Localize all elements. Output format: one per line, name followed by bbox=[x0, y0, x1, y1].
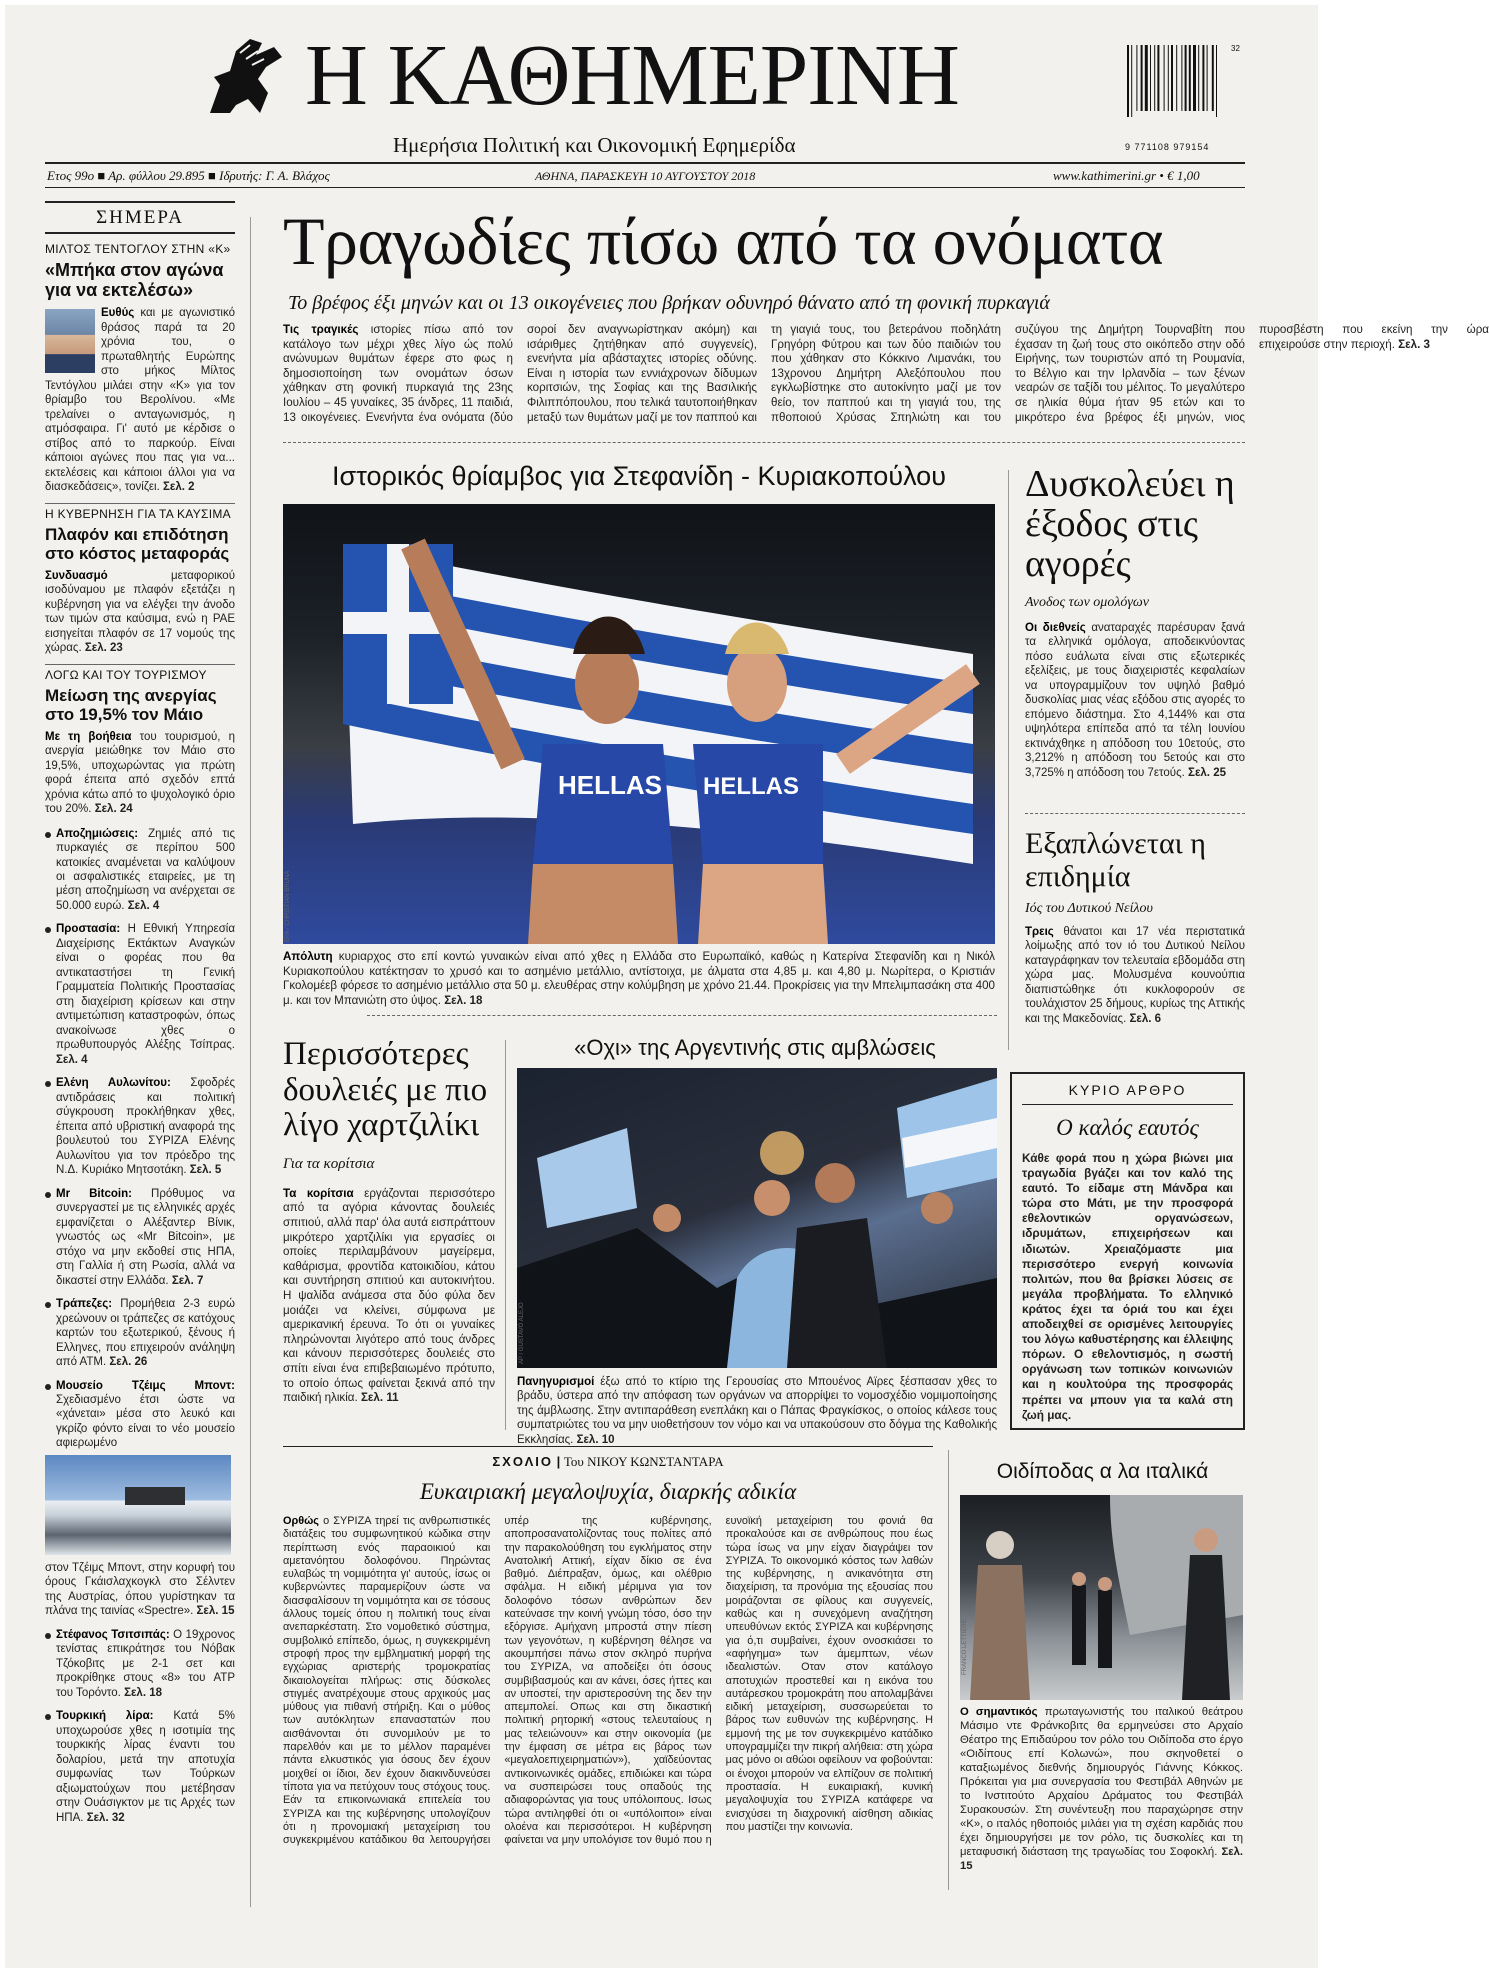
epidemic-text: θάνατοι και 17 νέα περιστατικά λοίμωξης από τον ιό του Δυτικού Νείλου καταγράφηκαν τον τελευταία εβδομάδα στη χώρα μας. Μολυσμένα κουνούπια διαπιστώθηκε ότι κυκλοφορούν σε τουλάχιστον 25 δήμους, κυρίως της Αττικής και της Μακεδονίας. bbox=[1025, 926, 1246, 1025]
masthead-rule-bottom bbox=[45, 187, 1245, 188]
barcode-bar bbox=[1141, 45, 1143, 111]
museum-text: στον Τζέιμς Μποντ, στην κορυφή του όρους Γκάισλαχκογκλ στο Σέλντεν της Αυστρίας, όπου γυρίστηκαν τα πλάνα της ταινίας «Spectre». Σελ. 15 bbox=[45, 1561, 235, 1618]
editorial-box bbox=[1010, 1072, 1245, 1430]
sidebar-title: ΣΗΜΕΡΑ bbox=[96, 207, 184, 228]
comment-label-row: ΣΧΟΛΙΟ | Του ΝΙΚΟΥ ΚΩΝΣΤΑΝΤΑΡΑ bbox=[492, 1454, 724, 1469]
mid-rule bbox=[367, 1015, 997, 1016]
sidebar-head-1: «Μπήκα στον αγώνα για να εκτελέσω» bbox=[45, 260, 224, 301]
sidebar-cat-3: ΛΟΓΩ ΚΑΙ ΤΟΥ ΤΟΥΡΙΣΜΟΥ bbox=[45, 664, 235, 682]
barcode-issue: 32 bbox=[1231, 44, 1240, 53]
jobs-divider bbox=[505, 1040, 506, 1430]
argentina-headline: «Οχι» της Αργεντινής στις αμβλώσεις bbox=[574, 1035, 936, 1060]
brief-item: Τουρκική λίρα: Κατά 5% υποχωρούσε χθες η ισοτιμία της τουρκικής λίρας έναντι του δολαρίου, μετά την αποτυχία συμφωνίας των Τούρκων αξιωματούχων που μετέβησαν στην Ουάσιγκτον με τις Αρχές των ΗΠΑ. Σελ. 32 bbox=[45, 1709, 235, 1825]
issue-info: Ετος 99ο ■ Αρ. φύλλου 29.895 ■ Ιδρυτής: Γ. Α. Βλάχος bbox=[47, 168, 330, 183]
theatre-text-block bbox=[960, 1705, 1243, 1873]
brief-item: Μουσείο Τζέιμς Μποντ: Σχεδιασμένο έτσι ώστε να «χάνεται» μέσα στο λευκό και γκρίζο φόντο είναι το νέο μουσείο αφιερωμένο bbox=[45, 1379, 235, 1451]
barcode-bar bbox=[1176, 45, 1177, 111]
sidebar-story-3 bbox=[45, 730, 235, 817]
jobs-story bbox=[283, 1037, 495, 1406]
sport-text: κυριαρχος στο επί κοντώ γυναικών είναι από χθες η Ελλάδα στο Ευρωπαϊκό, καθώς η Κατερίνα Στεφανίδη και η Νικόλ Κυριακοπούλου κατέκτησαν το χρυσό και το ασημένιο μετάλλιο, αντίστοιχα, με άλματα στα 4,85 μ. και 4,80 μ. Νωρίτερα, ο Κριστιάν Γκολομέεβ φόρεσε το ασημένιο μετάλλιο στα 50 μ. ελευθέρας στην κολύμβηση με χρόνο 21.44. Προκρίσεις για την Μπελιμπασάκη στα 400 μ. και τον Μπανιώτη στο ύψος. bbox=[283, 950, 995, 1007]
jersey-text-2: HELLAS bbox=[703, 773, 799, 800]
main-text: ιστορίες πίσω από τον κατάλογο των μέχρι χθες λίγο ώς πολύ ανώνυμων θυμάτων έφερε στο φως η δημοσιοποίηση των ονομάτων όσων χάθηκαν στη φονική πυρκαγιά της 23ης Ιουλίου – 45 γυναίκες, 35 άνδρες, 11 παιδιά, 13 οικογένειες. Ενενήντα ένα ονόματα (δύο σοροί δεν αναγνωρίστηκαν ακόμη) και ισάριθμες ζητήθηκαν από συγγενείς), ενενήντα μία αβάσταχτες ιστορίες οδύνης. Είναι η ιστορία των εννιάχρονων δίδυμων κοριτσιών, της Σοφίας και της Βασιλικής Φιλιππόπουλου, που τελικά ταυτοποιήθηκαν μεταξύ των θυμάτων μαζί με τον παππού και τη γιαγιά τους, του βετεράνου ποδηλάτη Γρηγόρη Φύτρου και των δύο παιδιών του που χάθηκαν στο Κόκκινο Λιμανάκι, του 13χρονου Δημήτρη Αλεξόπουλου που εγκλωβίστηκε στο αυτοκίνητο μαζί με τον θείο, τον παππού και τη γιαγιά του, της πθοποιού Χρύσας Σπηλιώτη και του συζύγου της Δημήτρη Τουρναβίτη που έχασαν τη ζωή τους στο οικόπεδο στην οδό Ειρήνης, των τουριστών από τη Ρουμανία, το Βέλγιο και την Ιρλανδία – των ξένων νεαρών σε ταξίδι του μέλιτος. Το μεγαλύτερο σε ηλικία θύμα ήταν 95 ετών και το μικρότερο ένα βρέφος έξι μηνών, νιος πυροσβέστη που εκείνη την ώρα επιχειρούσε στην περιοχή. bbox=[283, 323, 1489, 424]
markets-rule bbox=[1025, 813, 1245, 814]
masthead-title: Η ΚΑΘΗΜΕΡΙΝΗ bbox=[305, 26, 959, 123]
bond-museum-photo bbox=[45, 1455, 231, 1555]
argentina-photo-credit: AP / GUSTAVO ALEJO bbox=[519, 1302, 525, 1364]
tentoglou-photo bbox=[45, 309, 95, 373]
epidemic-lead: Τρεις bbox=[1025, 926, 1054, 938]
lead-1: Ευθύς bbox=[101, 307, 135, 320]
main-story-rule bbox=[283, 442, 1245, 443]
barcode-bar bbox=[1216, 45, 1217, 117]
photo-credit: EPA / CHRISTIAN BRUNA bbox=[285, 870, 291, 942]
markets-ref: Σελ. 25 bbox=[1188, 766, 1226, 779]
sport-headline: Ιστορικός θρίαμβος για Στεφανίδη - Κυριακοπούλου bbox=[332, 461, 946, 491]
markets-sub: Ανοδος των ομολόγων bbox=[1025, 594, 1149, 610]
editorial-headline: Ο καλός εαυτός bbox=[1056, 1115, 1199, 1140]
theatre-photo bbox=[960, 1495, 1243, 1700]
jobs-text: εργάζονται περισσότερο από τα αγόρια κάνοντας δουλειές σπιτιού, αλλά παρ' όλα αυτά εισπράττουν μικρότερο χαρτζιλίκι για εργασίες οι οποίες περιλαμβάνουν μαγείρεμα, καθάρισμα, φροντίδα κατοικιδίου, κάτου και συντήρηση σπιτιού και αυτοκινήτου. Η ψαλίδα ανάμεσα στα δύο φύλα δεν μοιάζει να κλείνει, σύμφωνα με αμερικανική έρευνα. Το ότι οι γυναίκες πληρώνονται λιγότερο από τους άνδρες και κάνουν περισσότερες δουλειές στο σπίτι είναι ένα επιβεβαιωμένο πρότυπο, το οποίο όπως φαίνεται ξεκινά από την παιδική ηλικία. bbox=[283, 1186, 495, 1405]
comment-text: ο ΣΥΡΙΖΑ τηρεί τις ανθρωπιστικές διατάξεις του συμφωνητικού κώδικα στην περίπτωση ενός παραοικιού και αμετανόητου δολοφόνου. Πηρώντας ευλαβώς τη νομιμότητα γι' αυτούς, ίσως οι κυβερνώντες παραμερίζουν ώστε να διασφαλίσουν τη νομιμότητα και σε τόσους άλλους τομείς όπου η πολιτική τους είναι ανεπαρκέστατη. Στο νομοθετικό σύστημα, συμβολικό επίπεδο, όμως, η συγκεκριμένη στροφή προς την εμβληματική μορφή της εγχώριας αριστερής τρομοκρατίας δικαιολογείται πλήρως: στις δύσκολες στιγμές ανατρέχουμε στους αρχικούς μας μύθους για πιθανή στήριξη. Και ο μύθος των αυτόκλητων επαναστατών που αισθάνονται ότι συνομιλούν με το παρελθόν και με το μέλλον παραμένει πάντα ελκυστικός για όσους δεν έχουν μοιχθεί οι ίδιοι, δεν έχουν διακινδυνεύσει τίποτα για να πετύχουν τους στόχους τους. Εάν τα επικοινωνιακά επιτελεία του ΣΥΡΙΖΑ και της κυβέρνησης υπολογίζουν ότι η προνομιακή μεταχείριση του συγκεκριμένου κατάδικου θα λειτουργήσει υπέρ της κυβέρνησης, αποπροσανατολίζοντας τους πολίτες από την παρακολούθηση του εγκλήματος στην Ανατολική Αττική, είχαν δίκιο σε ένα βαθμό. Διέπραξαν, όμως, και ολέθριο σφάλμα. Η ειδική μέριμνα για τον δολοφόνο τόσων ανθρώπων δεν κατεύνασε την κοινή γνώμη τόσο, όσο την εξόργισε. Αμήχανη μπροστά στην πίεση των γεγονότων, η κυβέρνηση θέλησε να ακουμπήσει πάνω στον σκληρό πυρήνα του ΣΥΡΙΖΑ, να αποδείξει ότι όσους συμβιβασμούς και αν κάνει, όσες ήττες και αν υποστεί, την αριστεροσύνη της δεν την απεμπολεί. Οπως και στη δικαστική πολιτική ρητορική «στους τελευταίους η μας τελειώνουν» και στην οικονομία (με την έμφαση σε μέτρα εις βάρος των «μεγαλοεπιχειρηματιών»), χαϊδεύοντας αντικοινωνικές ομάδες, επιδιώκει και τώρα να συσπειρώσει τους οπαδούς της αδιαφορώντας για τους υπόλοιπους. Ισως τώρα αντιληφθεί ότι οι «υπόλοιποι» είναι ολοένα και περισσότεροι. Η κυβέρνηση φαίνεται να μην υπολόγισε τον θυμό που η ευνοϊκή μεταχείριση του φονιά θα προκαλούσε και σε ανθρώπους που έως τώρα ίσως να μην είχαν διαγράψει τον ΣΥΡΙΖΑ. Το οικονομικό κόστος των λαθών της κυβέρνησης, η ανικανότητα στη διαχείριση, τα προνόμια της εξουσίας που μοιράζονται σε φίλους και συγγενείς, καθώς και η συνεχόμενη αναζήτηση υπευθύνων εκτός ΣΥΡΙΖΑ και κυβέρνησης για ό,τι συμβαίνει, έχουν ονοσκιάσει το «αφήγημα» των άμεμπτων, νέων ιδεαλιστών. Οταν στον κατάλογο αποτυχιών προστεθεί και η εικόνα του αυτάρεσκου τρομοκράτη που απολαμβάνει ειδική μεταχείριση, συσσωρεύεται το βάρος των ευθυνών της κυβέρνησης. Η εμμονή της με τον συγκεκριμένο κατάδικο υπογραμμίζει την πικρή αλήθεια: στη χώρα μας μόνο οι αθώοι οφείλουν να φοβούνται: οι ένοχοι μπορούν να ελπίζουν σε πολιτική προστασία. Η ευκαιριακή, κυνική μεγαλοψυχία του ΣΥΡΙΖΑ κατάφερε να ενισχύσει τη διαχρονική αίσθηση αδικίας που μαστίζει την κοινωνία. bbox=[283, 1515, 933, 1847]
lead-3: Με τη βοήθεια bbox=[45, 730, 132, 743]
barcode-bar bbox=[1145, 45, 1148, 111]
jobs-lead: Τα κορίτσια bbox=[283, 1186, 354, 1200]
epidemic-headline: Εξαπλώνεται η επιδημία bbox=[1025, 827, 1206, 893]
barcode-number: 9 771108 979154 bbox=[1125, 142, 1210, 152]
barcode-bar bbox=[1171, 45, 1173, 111]
main-ref: Σελ. 3 bbox=[1398, 337, 1430, 351]
barcode-bar bbox=[1207, 45, 1208, 111]
jobs-sub: Για τα κορίτσια bbox=[283, 1155, 375, 1172]
barcode-bar bbox=[1131, 45, 1132, 117]
issue-date: ΑΘΗΝΑ, ΠΑΡΑΣΚΕΥΗ 10 ΑΥΓΟΥΣΤΟΥ 2018 bbox=[535, 169, 756, 183]
barcode-bar bbox=[1154, 45, 1155, 111]
epidemic-ref: Σελ. 6 bbox=[1129, 1012, 1162, 1025]
markets-story bbox=[1025, 465, 1245, 780]
lead-2: Συνδυασμό bbox=[45, 569, 108, 582]
protest-illustration bbox=[517, 1068, 997, 1368]
brief-item: Ελένη Αυλωνίτου: Σφοδρές αντιδράσεις και πολιτική σύγκρουση προκλήθηκαν χθες, έπειτα από υβριστική αναφορά της βουλευτού του ΣΥΡΙΖΑ Ελένης Αυλωνίτου για τον πρόεδρο της Ν.Δ. Κυριάκο Μητσοτάκη. Σελ. 5 bbox=[45, 1076, 235, 1177]
argentina-lead: Πανηγυρισμοί bbox=[517, 1376, 595, 1388]
argentina-caption bbox=[517, 1375, 997, 1447]
sidebar-head-3: Μείωση της ανεργίας στο 19,5% τον Μάιο bbox=[45, 685, 217, 724]
sport-ref: Σελ. 18 bbox=[444, 993, 483, 1007]
sport-lead: Απόλυτη bbox=[283, 950, 333, 963]
comment-author: Του ΝΙΚΟΥ ΚΩΝΣΤΑΝΤΑΡΑ bbox=[563, 1454, 724, 1469]
jobs-ref: Σελ. 11 bbox=[360, 1391, 399, 1405]
argentina-text: έξω από το κτίριο της Γερουσίας στο Μπουένος Αϊρες ξέσπασαν χθες το βράδυ, ύστερα από την απόφαση των οργάνων να απορρίψει το νομοσχέδιο νομιμοποίησης της άμβλωσης. Στην αντιπαράθεση ενεπλάκη και ο Πάπας Φραγκίσκος, ο οποίος κάλεσε τους συμπατριώτες του να μην υιοθετήσουν τον νόμο και να υπακούσουν στο δόγμα της Καθολικής Εκκλησίας. bbox=[517, 1376, 997, 1446]
theatre-photo-credit: FRANCO LETTIERE bbox=[962, 1619, 968, 1675]
sidebar bbox=[45, 201, 235, 1834]
brief-item: Τράπεζες: Προμήθεια 2-3 ευρώ χρεώνουν οι τράπεζες σε κατόχους καρτών του εξωτερικού, ξένους ή Ελληνες, που επιχειρούν ανάληψη από ΑΤΜ. Σελ. 26 bbox=[45, 1297, 235, 1369]
barcode-bar bbox=[1136, 45, 1137, 111]
barcode-bar bbox=[1164, 45, 1165, 111]
theatre-ref: Σελ. 15 bbox=[960, 1846, 1243, 1872]
brief-item: Αποζημιώσεις: Ζημιές από τις πυρκαγιές σε περίπου 500 κατοικίες αναμένεται να καλύψουν οι ασφαλιστικές εταιρείες, με τη μέση αποζημίωση να ανέρχεται σε 50.000 ευρώ. Σελ. 4 bbox=[45, 827, 235, 914]
sidebar-head-2: Πλαφόν και επιδότηση στο κόστος μεταφοράς bbox=[45, 524, 230, 563]
main-headline: Τραγωδίες πίσω από τα ονόματα bbox=[283, 203, 1163, 279]
barcode-bar bbox=[1150, 45, 1151, 111]
brief-item: Προστασία: Η Εθνική Υπηρεσία Διαχείρισης Εκτάκτων Αναγκών είναι ο φορέας που θα αντικαταστήσει τη Γενική Γραμματεία Πολιτικής Προστασίας στη διαχείριση κρίσεων και στην αντιμετώπιση καταστροφών, όπως ανακοίνωσε χθες ο πρωθυπουργός Αλέξης Τσίπρας. Σελ. 4 bbox=[45, 922, 235, 1067]
masthead-subtitle: Ημερήσια Πολιτική και Οικονομική Εφημερίδα bbox=[393, 133, 796, 157]
comment-label: ΣΧΟΛΙΟ bbox=[492, 1454, 553, 1469]
text-3: του τουρισμού, η ανεργία μειώθηκε τον Μάιο στο 19,5%, υποχωρώντας για πρώτη φορά έπειτα από σχεδόν επτά χρόνια κάτω από το ψυχολογικό όριο του 20%. bbox=[45, 730, 236, 816]
sidebar-story-2 bbox=[45, 569, 235, 656]
editorial-title: ΚΥΡΙΟ ΑΡΘΡΟ bbox=[1022, 1082, 1233, 1105]
main-story-body bbox=[283, 323, 1489, 435]
sidebar-story-1 bbox=[45, 306, 235, 494]
editorial-text: Κάθε φορά που η χώρα βιώνει μια τραγωδία βγάζει και τον καλό της εαυτό. Το είδαμε στη Μάνδρα και τώρα στο Μάτι, με την προσφορά εθελοντικών οργανώσεων, ιδρυμάτων, επιχειρήσεων και ιδιωτών. Χρειαζόμαστε μια περισσότερο ενεργή κοινωνία πολιτών, που θα βρίσκει λύσεις σε μεγάλα προβλήματα. Το ελληνικό κράτος έχει τα όριά του και έχει αποδειχθεί σε ορισμένες λειτουργίες του λόγω καθυστέρησης και έλλειψης πόρων. Ο εθελοντισμός, η σωστή οργάνωση των τοπικών κοινωνιών και η κουλτούρα της προσφοράς πρέπει να μπουν για τα καλά στη ζωή μας. bbox=[1022, 1151, 1233, 1422]
theatre-headline: Οιδίποδας α λα ιταλικά bbox=[996, 1460, 1209, 1483]
comment-body bbox=[283, 1515, 933, 1890]
griffin-logo-icon bbox=[200, 33, 288, 119]
masthead-rule-top bbox=[45, 162, 1245, 164]
main-subheadline: Το βρέφος έξι μηνών και οι 13 οικογένειες που βρήκαν οδυνηρό θάνατο από τη φονική πυρκαγιά bbox=[288, 292, 1050, 314]
theatre-illustration bbox=[960, 1495, 1243, 1700]
barcode-bar bbox=[1202, 45, 1204, 111]
barcode-bar bbox=[1198, 45, 1199, 111]
theatre-text: πρωταγωνιστής του ιταλικού θεάτρου Μάσιμο ντε Φράνκοβιτς θα ερμηνεύσει στο Αρχαίο Θέατρο της Επιδαύρου τον ρόλο του Οιδίποδα στο έργο «Οιδίπους επί Κολωνώ», που σκηνοθετεί ο καταξιωμένος διεθνής δημιουργός Γιάννης Κόκκος. Πρόκειται για μια συνεργασία του Φεστιβάλ Αθηνών με το Ινστιτούτο Αρχαίου Δράματος του Φεστιβάλ Συρακουσών. Στη συνέντευξη που παραχώρησε στην «Κ», ο ιταλός ηθοποιός μιλάει για τη σχέση καρδιάς που έχει δημιουργήσει με τον ρόλο, τις δυσκολίες και τη μεταφυσική διάσταση της τραγωδίας του Σοφοκλή. bbox=[960, 1706, 1243, 1858]
epidemic-sub: Ιός του Δυτικού Νείλου bbox=[1025, 901, 1153, 916]
sidebar-briefs bbox=[45, 827, 235, 1826]
text-2: μεταφορικού ισοδύναμου με πλαφόν εξετάζει η κυβέρνηση για να ελέγξει την άνοδο των τιμών στα καύσιμα, ενώ η ΡΑΕ εισηγείται πλαφόν σε 17 νομούς της χώρας. bbox=[45, 569, 235, 655]
barcode bbox=[1125, 45, 1245, 117]
brief-item: Στέφανος Τσιτσιπάς: Ο 19χρονος τενίστας επικράτησε του Νόβακ Τζόκοβιτς με 2-1 σετ και προκρίθηκε στους «8» του ATP του Τορόντο. Σελ. 18 bbox=[45, 1628, 235, 1700]
sidebar-divider bbox=[250, 217, 251, 1907]
website-price: www.kathimerini.gr • € 1,00 bbox=[1053, 168, 1200, 183]
barcode-bar bbox=[1212, 45, 1214, 111]
markets-text: αναταραχές παρέσυραν ξανά τα ελληνικά ομόλογα, αποδεικνύοντας πόσο ευάλωτα είναι στις εξωτερικές εξελίξεις, με τους διαχειριστές κεφαλαίων να υπογραμμίζουν τον υψηλό βαθμό δυσκολίας μιας νέας εξόδου στις αγορές το επόμενο διάστημα. Στο 4,144% και στα υψηλότερα επίπεδα από τα τέλη Ιουνίου εκτινάχθηκε η απόδοση του 10ετούς, στο 3,212% η απόδοση του 5ετούς και στο 3,725% η απόδοση του 7ετούς. bbox=[1025, 621, 1245, 779]
jobs-headline: Περισσότερες δουλειές με πιο λίγο χαρτζιλίκι bbox=[283, 1036, 488, 1144]
epidemic-story bbox=[1025, 827, 1245, 1026]
comment-headline: Ευκαιριακή μεγαλοψυχία, διαρκής αδικία bbox=[419, 1479, 797, 1504]
barcode-bar bbox=[1185, 45, 1187, 111]
newspaper-page bbox=[5, 5, 1489, 1968]
brief-item: Mr Bitcoin: Πρόθυμος να συνεργαστεί με τις ελληνικές αρχές εμφανίζεται ο Αλέξαντερ Βίνικ, γνωστός ως «Mr Bitcoin», με στόχο να μην εκδοθεί στις ΗΠΑ, στη Γαλλία ή στη Ρωσία, αλλά να δικαστεί στην Ελλάδα. Σελ. 7 bbox=[45, 1187, 235, 1288]
sport-caption bbox=[283, 950, 995, 1008]
markets-lead: Οι διεθνείς bbox=[1025, 621, 1086, 634]
comment-lead: Ορθώς bbox=[283, 1515, 319, 1527]
ref-3: Σελ. 24 bbox=[94, 803, 133, 816]
markets-headline: Δυσκολεύει η έξοδος στις αγορές bbox=[1025, 463, 1235, 585]
athletes-photo bbox=[283, 504, 995, 944]
barcode-bar bbox=[1181, 45, 1182, 111]
barcode-bar bbox=[1157, 45, 1159, 111]
text-1: και με αγωνιστικό θράσος παρά τα 20 χρόνια του, ο πρωταθλητής Ευρώπης στο μήκος Μίλτος Τεντόγλου μιλάει στην «Κ» για τον θρίαμβο του Βερολίνου. «Με τρελαίνει ο ανταγωνισμός, η ατμόσφαιρα. Γι' αυτό με κέρδισε ο στίβος από το παρκούρ. Είναι κάποιοι αγώνες που πας για να... εκτελέσεις και κάποιοι άλλοι για να διασκεδάσεις», τονίζει. bbox=[45, 307, 235, 494]
ref-2: Σελ. 23 bbox=[84, 642, 123, 655]
comment-divider bbox=[948, 1450, 949, 1890]
theatre-lead: Ο σημαντικός bbox=[960, 1706, 1038, 1718]
right-divider bbox=[1008, 470, 1009, 1050]
barcode-bar bbox=[1168, 45, 1169, 111]
barcode-bar bbox=[1193, 45, 1196, 111]
argentina-ref: Σελ. 10 bbox=[576, 1433, 615, 1446]
sidebar-cat-1: ΜΙΛΤΟΣ ΤΕΝΤΟΓΛΟΥ ΣΤΗΝ «Κ» bbox=[45, 242, 231, 256]
jersey-text-1: HELLAS bbox=[558, 770, 662, 800]
main-lead: Τις τραγικές bbox=[283, 323, 359, 336]
sidebar-cat-2: Η ΚΥΒΕΡΝΗΣΗ ΓΙΑ ΤΑ ΚΑΥΣΙΜΑ bbox=[45, 503, 235, 521]
argentina-photo bbox=[517, 1068, 997, 1368]
comment-rule bbox=[283, 1446, 933, 1447]
athletes-illustration bbox=[283, 504, 995, 944]
ref-1: Σελ. 2 bbox=[162, 481, 195, 494]
barcode-bar bbox=[1127, 45, 1129, 117]
barcode-bar bbox=[1189, 45, 1191, 111]
